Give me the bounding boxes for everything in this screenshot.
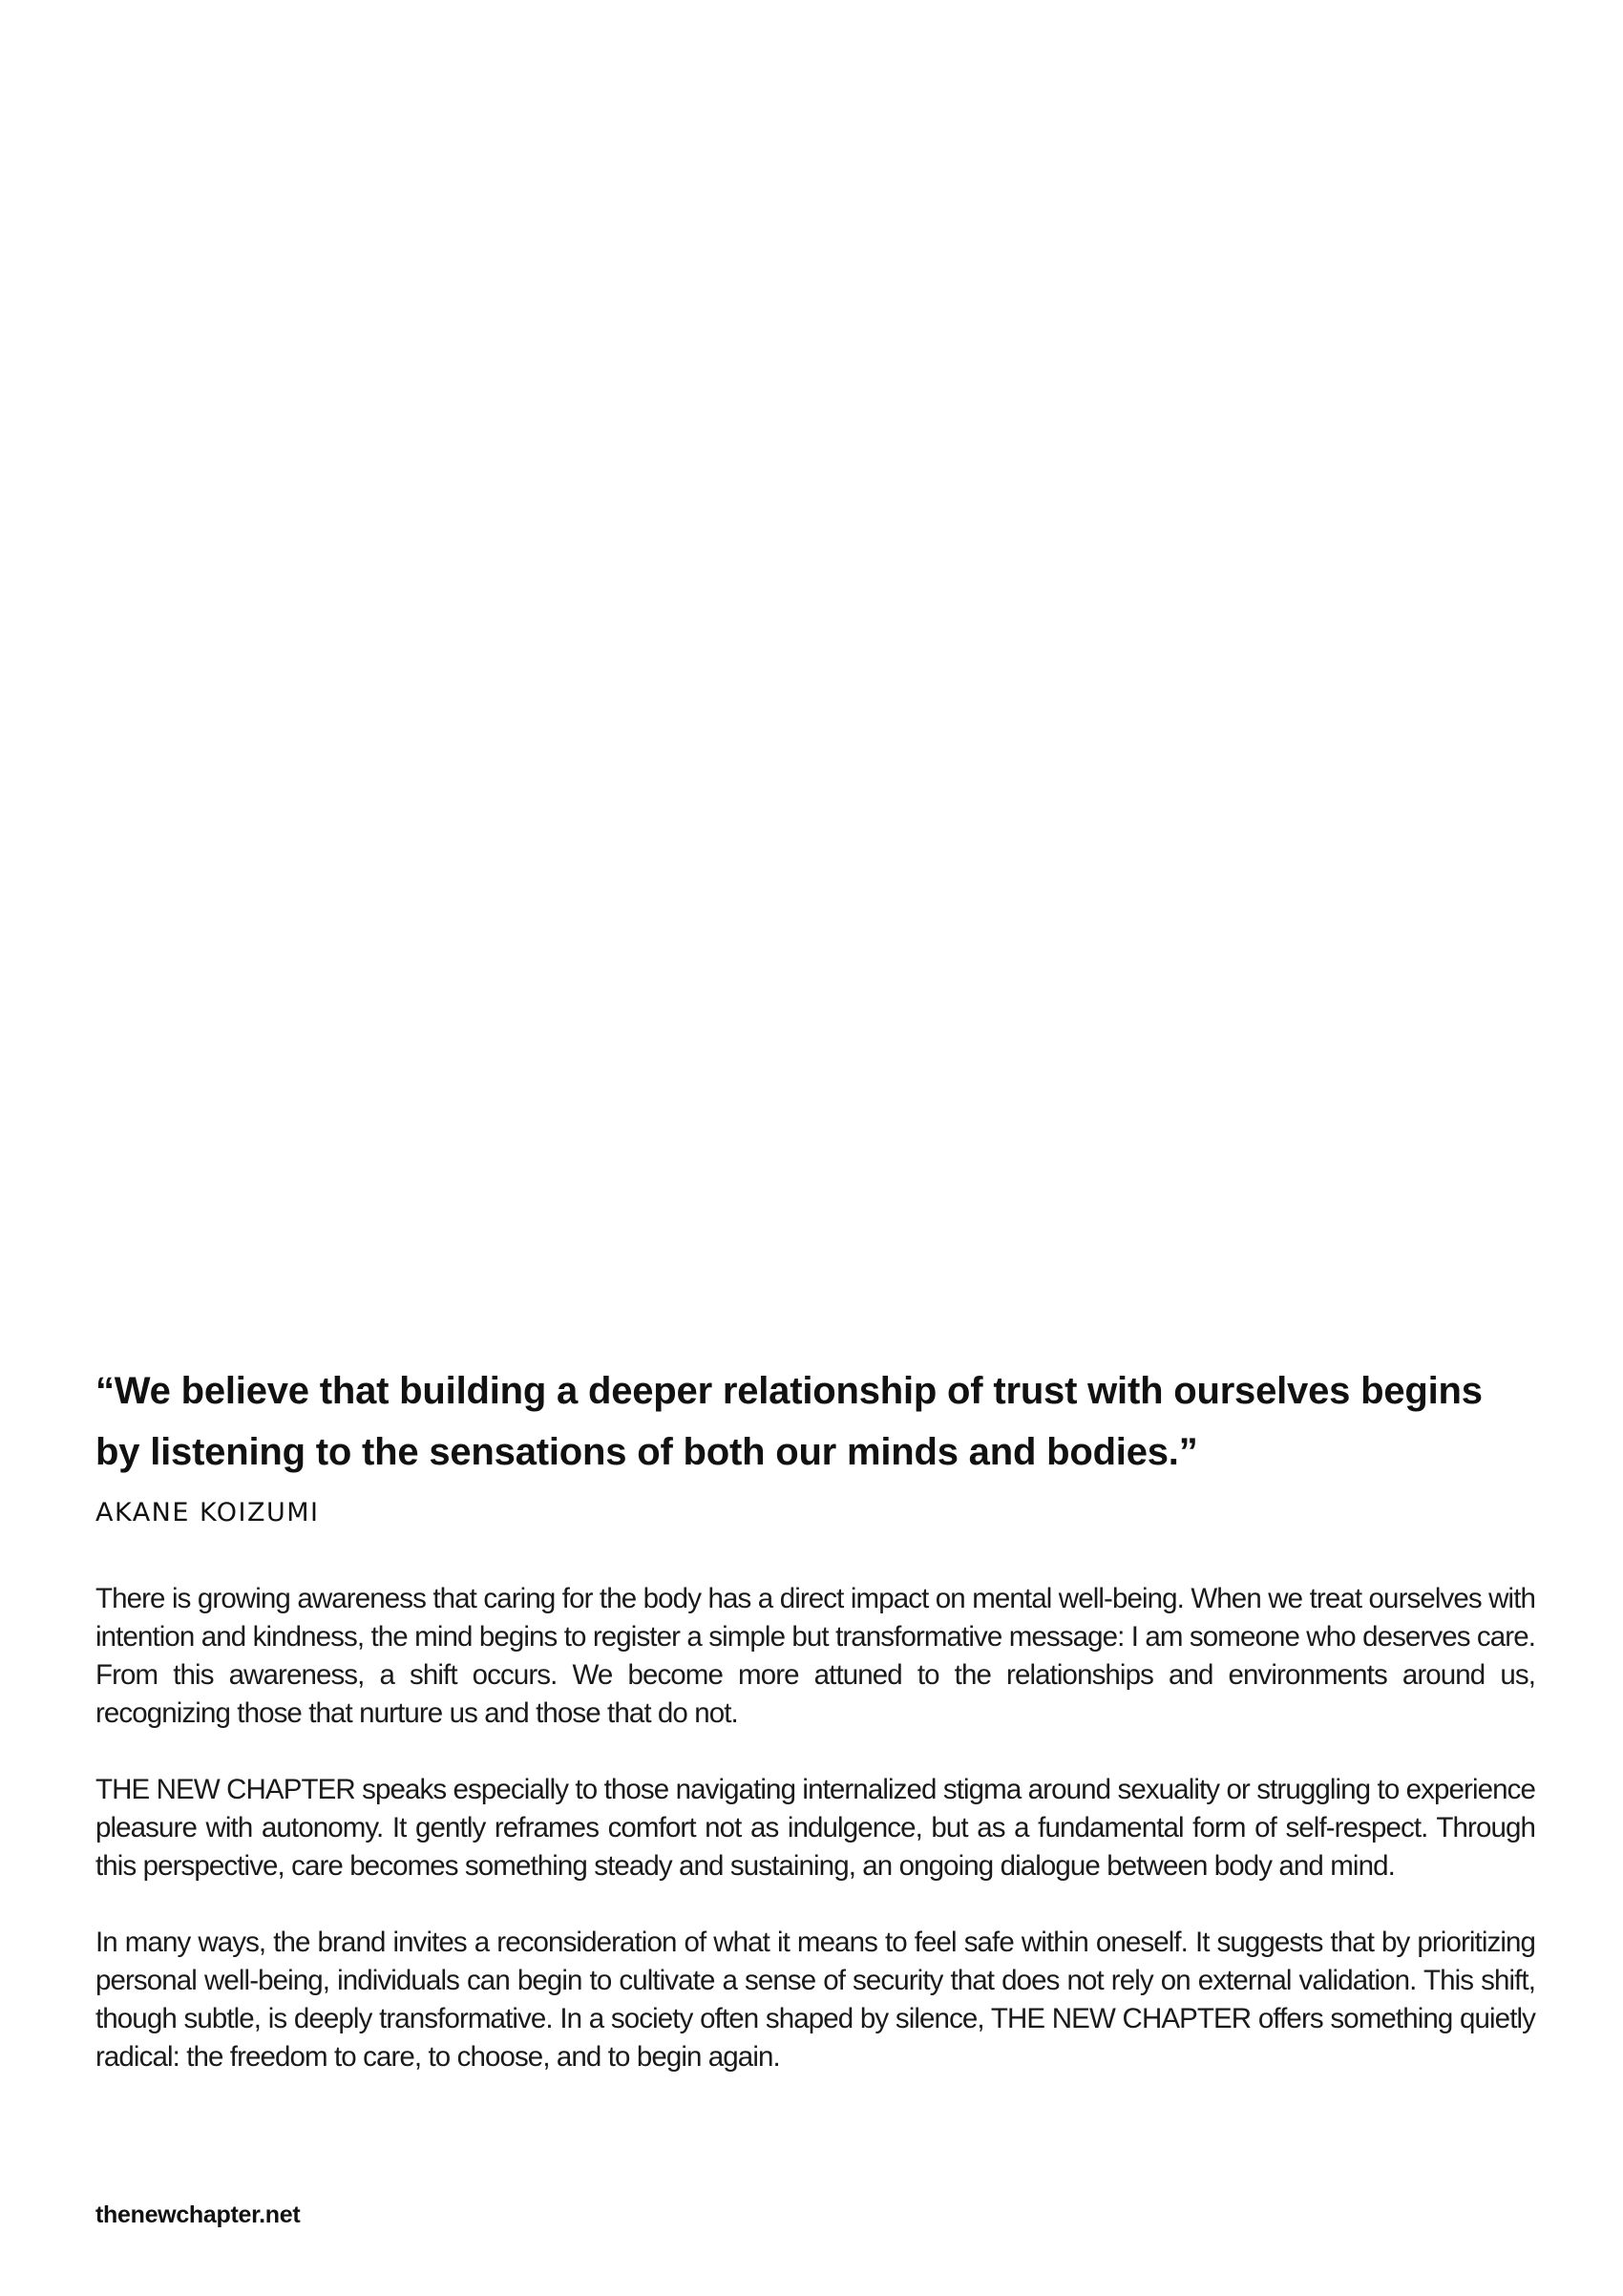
article-body <box>95 1580 1535 2076</box>
article-content <box>95 1360 1535 2115</box>
quote-author: AKANE KOIZUMI <box>95 1498 320 1527</box>
body-paragraph: THE NEW CHAPTER speaks especially to those navigating internalized stigma around sexuality or struggling to experience pleasure with autonomy. It gently reframes comfort not as indulgence, but as a fundamental form of self-respect. Through this perspective, care becomes something steady and sustaining, an ongoing dialogue between body and mind. <box>95 1774 1535 1882</box>
website-link[interactable]: thenewchapter.net <box>95 2201 301 2228</box>
pull-quote: “We believe that building a deeper relationship of trust with ourselves begins by listening to the sensations of both our minds and bodies.” <box>95 1370 1483 1473</box>
body-paragraph: In many ways, the brand invites a reconsideration of what it means to feel safe within oneself. It suggests that by prioritizing personal well-being, individuals can begin to cultivate a sense of security that does not rely on external validation. This shift, though subtle, is deeply transformative. In a society often shaped by silence, THE NEW CHAPTER offers something quietly radical: the freedom to care, to choose, and to begin again. <box>95 1927 1535 2073</box>
body-paragraph: There is growing awareness that caring for the body has a direct impact on mental well-being. When we treat ourselves with intention and kindness, the mind begins to register a simple but transformative message: I am someone who deserves care. From this awareness, a shift occurs. We become more attuned to the relationships and environments around us, recognizing those that nurture us and those that do not. <box>95 1583 1535 1729</box>
